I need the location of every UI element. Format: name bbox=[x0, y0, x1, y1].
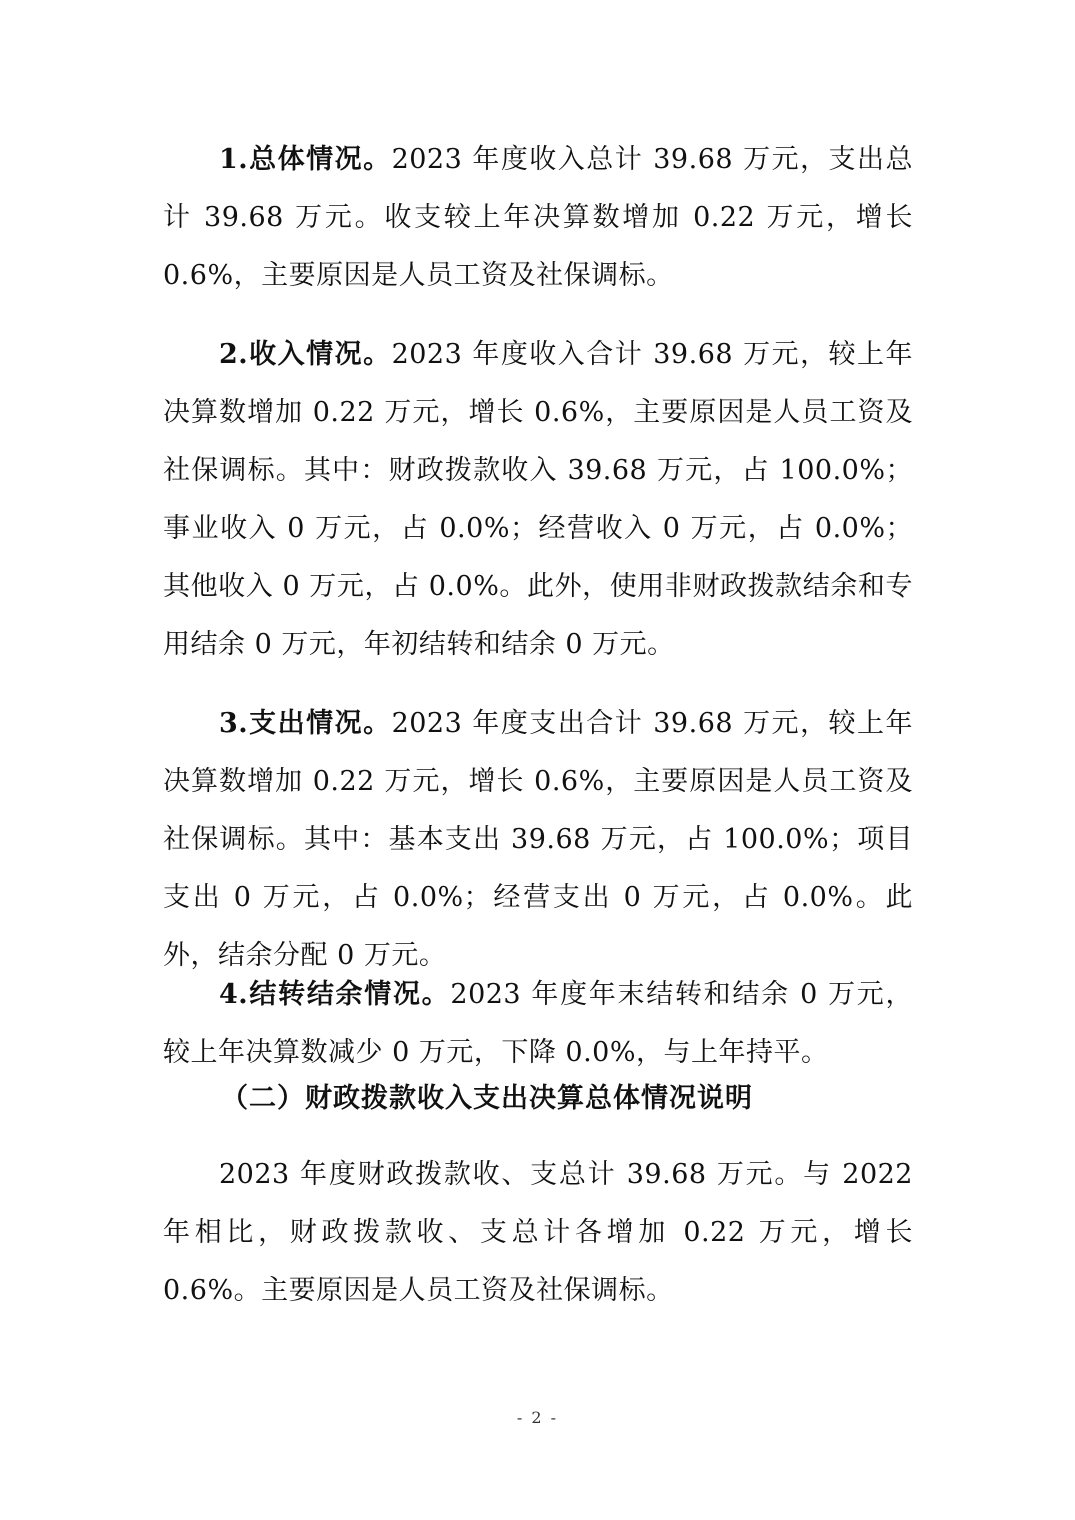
paragraph-income-lead: 2.收入情况。 bbox=[219, 339, 392, 370]
paragraph-carryover-body: 2023 年度年末结转和结余 0 万元，较上年决算数减少 0 万元，下降 0.0%，与上年持平。 bbox=[163, 979, 914, 1068]
page-number: - 2 - bbox=[516, 1408, 559, 1427]
paragraph-expenditure-body: 2023 年度支出合计 39.68 万元，较上年决算数增加 0.22 万元，增长 0.6%，主要原因是人员工资及社保调标。其中：基本支出 39.68 万元，占 100.0%；项目支出 0 万元，占 0.0%；经营支出 0 万元，占 0.0%。此外，结余分配 0 万元。 bbox=[163, 708, 914, 971]
paragraph-overall-body: 2023 年度收入总计 39.68 万元，支出总计 39.68 万元。收支较上年决算数增加 0.22 万元，增长 0.6%，主要原因是人员工资及社保调标。 bbox=[163, 144, 914, 291]
paragraph-expenditure-lead: 3.支出情况。 bbox=[219, 708, 392, 739]
paragraph-carryover-lead: 4.结转结余情况。 bbox=[219, 979, 451, 1010]
paragraph-income-body: 2023 年度收入合计 39.68 万元，较上年决算数增加 0.22 万元，增长 0.6%，主要原因是人员工资及社保调标。其中：财政拨款收入 39.68 万元，占 100.0%；事业收入 0 万元，占 0.0%；经营收入 0 万元，占 0.0%；其他收入 0 万元，占 0.0%。此外，使用非财政拨款结余和专用结余 0 万元，年初结转和结余 0 万元。 bbox=[163, 339, 914, 660]
paragraph-fiscal-summary: 2023 年度财政拨款收、支总计 39.68 万元。与 2022 年相比，财政拨款收、支总计各增加 0.22 万元，增长 0.6%。主要原因是人员工资及社保调标。 bbox=[163, 1159, 914, 1306]
paragraph-overall-lead: 1.总体情况。 bbox=[219, 144, 392, 175]
paragraph-carryover bbox=[163, 966, 913, 1082]
paragraph-income bbox=[163, 326, 913, 674]
paragraph-expenditure bbox=[163, 695, 913, 985]
paragraph-overall bbox=[163, 131, 913, 305]
section-heading: （二）财政拨款收入支出决算总体情况说明 bbox=[221, 1083, 753, 1114]
